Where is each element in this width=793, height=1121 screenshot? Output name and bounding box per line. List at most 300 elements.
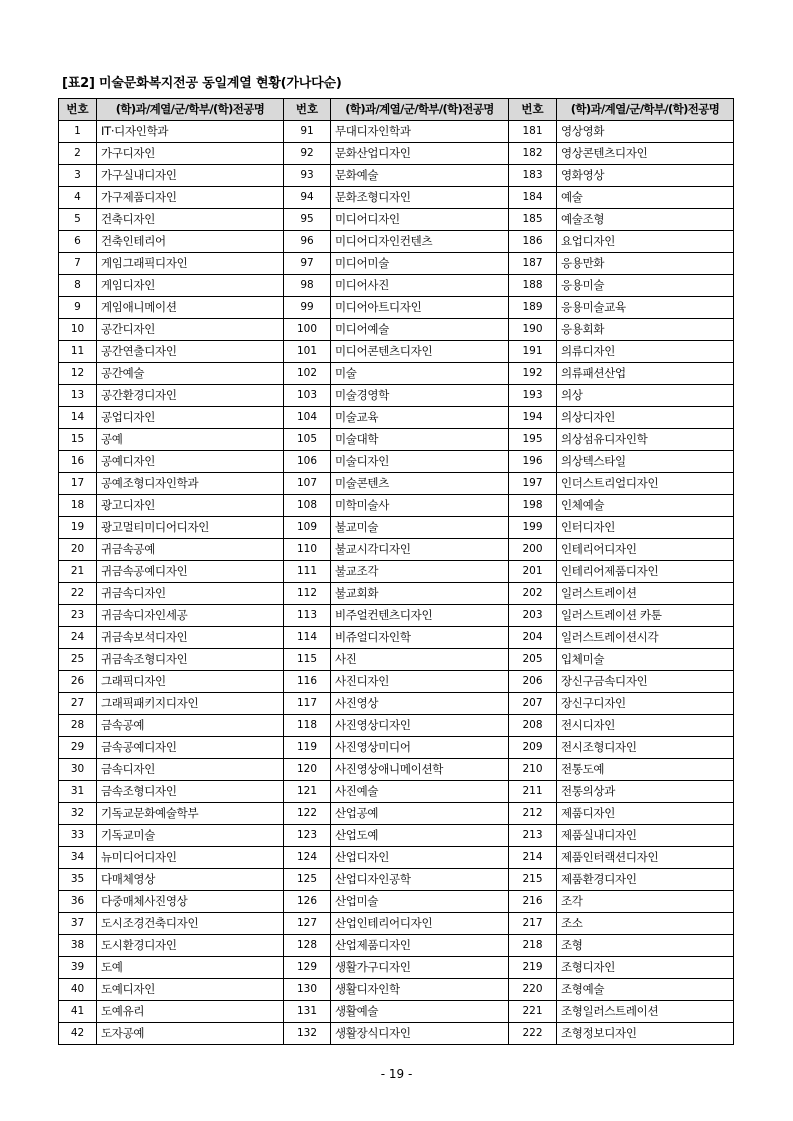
row-number-cell: 113 — [284, 605, 331, 627]
major-name-cell: 제품환경디자인 — [557, 869, 734, 891]
row-number-cell: 11 — [59, 341, 97, 363]
row-number-cell: 197 — [509, 473, 557, 495]
major-name-cell: 미술콘텐츠 — [331, 473, 509, 495]
major-name-cell: 다중매체사진영상 — [97, 891, 284, 913]
row-number-cell: 221 — [509, 1001, 557, 1023]
row-number-cell: 220 — [509, 979, 557, 1001]
row-number-cell: 22 — [59, 583, 97, 605]
row-number-cell: 95 — [284, 209, 331, 231]
major-name-cell: 조각 — [557, 891, 734, 913]
table-row — [59, 1001, 734, 1023]
major-name-cell: 일러스트레이션 — [557, 583, 734, 605]
row-number-cell: 181 — [509, 121, 557, 143]
row-number-cell: 198 — [509, 495, 557, 517]
table-body — [59, 121, 734, 1045]
row-number-cell: 126 — [284, 891, 331, 913]
major-name-cell: 응용미술 — [557, 275, 734, 297]
major-name-cell: 불교회화 — [331, 583, 509, 605]
row-number-cell: 222 — [509, 1023, 557, 1045]
major-name-cell: 게임그래픽디자인 — [97, 253, 284, 275]
table-row — [59, 561, 734, 583]
row-number-cell: 122 — [284, 803, 331, 825]
row-number-cell: 205 — [509, 649, 557, 671]
major-name-cell: 미디어디자인컨텐츠 — [331, 231, 509, 253]
major-name-cell: 문화예술 — [331, 165, 509, 187]
row-number-cell: 17 — [59, 473, 97, 495]
row-number-cell: 102 — [284, 363, 331, 385]
major-name-cell: 금속조형디자인 — [97, 781, 284, 803]
major-name-cell: 일러스트레이션시각 — [557, 627, 734, 649]
table-row — [59, 935, 734, 957]
row-number-cell: 35 — [59, 869, 97, 891]
row-number-cell: 99 — [284, 297, 331, 319]
table-row — [59, 253, 734, 275]
table-row — [59, 913, 734, 935]
table-row — [59, 869, 734, 891]
major-name-cell: 사진영상미디어 — [331, 737, 509, 759]
row-number-cell: 18 — [59, 495, 97, 517]
major-name-cell: 생활디자인학 — [331, 979, 509, 1001]
major-name-cell: 의상텍스타일 — [557, 451, 734, 473]
table-row — [59, 275, 734, 297]
major-name-cell: 공간예술 — [97, 363, 284, 385]
row-number-cell: 208 — [509, 715, 557, 737]
table-row — [59, 957, 734, 979]
major-name-cell: 일러스트레이션 카툰 — [557, 605, 734, 627]
table-row — [59, 187, 734, 209]
major-name-cell: 응용회화 — [557, 319, 734, 341]
major-name-cell: 금속공예디자인 — [97, 737, 284, 759]
row-number-cell: 4 — [59, 187, 97, 209]
row-number-cell: 123 — [284, 825, 331, 847]
row-number-cell: 38 — [59, 935, 97, 957]
major-name-cell: 생활장식디자인 — [331, 1023, 509, 1045]
major-name-cell: 인터디자인 — [557, 517, 734, 539]
table-row — [59, 121, 734, 143]
row-number-cell: 3 — [59, 165, 97, 187]
row-number-cell: 212 — [509, 803, 557, 825]
major-name-cell: 도시환경디자인 — [97, 935, 284, 957]
row-number-cell: 125 — [284, 869, 331, 891]
row-number-cell: 195 — [509, 429, 557, 451]
table-row — [59, 891, 734, 913]
major-name-cell: 전통의상과 — [557, 781, 734, 803]
row-number-cell: 215 — [509, 869, 557, 891]
major-name-cell: 금속공예 — [97, 715, 284, 737]
row-number-cell: 203 — [509, 605, 557, 627]
major-name-cell: 의상디자인 — [557, 407, 734, 429]
table-row — [59, 385, 734, 407]
major-name-cell: 의상 — [557, 385, 734, 407]
major-name-cell: 의류패션산업 — [557, 363, 734, 385]
table-row — [59, 671, 734, 693]
table-row — [59, 143, 734, 165]
row-number-cell: 111 — [284, 561, 331, 583]
row-number-cell: 93 — [284, 165, 331, 187]
row-number-cell: 185 — [509, 209, 557, 231]
major-name-cell: 기독교미술 — [97, 825, 284, 847]
row-number-cell: 23 — [59, 605, 97, 627]
row-number-cell: 40 — [59, 979, 97, 1001]
major-name-cell: 영상콘텐츠디자인 — [557, 143, 734, 165]
row-number-cell: 39 — [59, 957, 97, 979]
table-row — [59, 847, 734, 869]
major-name-cell: 미술대학 — [331, 429, 509, 451]
major-name-cell: 산업제품디자인 — [331, 935, 509, 957]
row-number-cell: 27 — [59, 693, 97, 715]
major-name-cell: 사진예술 — [331, 781, 509, 803]
major-name-cell: 예술 — [557, 187, 734, 209]
table-row — [59, 539, 734, 561]
table-row — [59, 693, 734, 715]
row-number-cell: 15 — [59, 429, 97, 451]
major-name-cell: 공업디자인 — [97, 407, 284, 429]
major-name-cell: 미술교육 — [331, 407, 509, 429]
header-number: 번호 — [509, 99, 557, 121]
major-name-cell: 뉴미디어디자인 — [97, 847, 284, 869]
table-row — [59, 715, 734, 737]
major-name-cell: 산업디자인공학 — [331, 869, 509, 891]
row-number-cell: 16 — [59, 451, 97, 473]
row-number-cell: 130 — [284, 979, 331, 1001]
major-name-cell: 전통도예 — [557, 759, 734, 781]
row-number-cell: 196 — [509, 451, 557, 473]
major-name-cell: 인체예술 — [557, 495, 734, 517]
row-number-cell: 109 — [284, 517, 331, 539]
major-name-cell: 제품인터랙션디자인 — [557, 847, 734, 869]
row-number-cell: 120 — [284, 759, 331, 781]
major-name-cell: 생활가구디자인 — [331, 957, 509, 979]
row-number-cell: 25 — [59, 649, 97, 671]
table-row — [59, 319, 734, 341]
major-name-cell: 미술 — [331, 363, 509, 385]
table-row — [59, 297, 734, 319]
table-row — [59, 803, 734, 825]
row-number-cell: 206 — [509, 671, 557, 693]
row-number-cell: 42 — [59, 1023, 97, 1045]
major-name-cell: 비주얼컨텐츠디자인 — [331, 605, 509, 627]
row-number-cell: 34 — [59, 847, 97, 869]
major-name-cell: 제품디자인 — [557, 803, 734, 825]
row-number-cell: 28 — [59, 715, 97, 737]
major-name-cell: 미술디자인 — [331, 451, 509, 473]
table-row — [59, 605, 734, 627]
row-number-cell: 108 — [284, 495, 331, 517]
row-number-cell: 184 — [509, 187, 557, 209]
major-name-cell: 가구실내디자인 — [97, 165, 284, 187]
major-name-cell: 기독교문화예술학부 — [97, 803, 284, 825]
major-name-cell: 영화영상 — [557, 165, 734, 187]
major-name-cell: 공간연출디자인 — [97, 341, 284, 363]
major-name-cell: 도예 — [97, 957, 284, 979]
major-name-cell: 조형 — [557, 935, 734, 957]
header-name: (학)과/계열/군/학부/(학)전공명 — [557, 99, 734, 121]
row-number-cell: 26 — [59, 671, 97, 693]
row-number-cell: 8 — [59, 275, 97, 297]
table-row — [59, 1023, 734, 1045]
major-name-cell: 영상영화 — [557, 121, 734, 143]
major-name-cell: 산업미술 — [331, 891, 509, 913]
major-name-cell: 문화산업디자인 — [331, 143, 509, 165]
table-caption: [표2] 미술문화복지전공 동일계열 현황(가나다순) — [62, 76, 342, 91]
header-name: (학)과/계열/군/학부/(학)전공명 — [331, 99, 509, 121]
row-number-cell: 116 — [284, 671, 331, 693]
row-number-cell: 218 — [509, 935, 557, 957]
table-row — [59, 231, 734, 253]
major-name-cell: 응용만화 — [557, 253, 734, 275]
major-name-cell: 귀금속공예디자인 — [97, 561, 284, 583]
major-name-cell: 공예 — [97, 429, 284, 451]
major-name-cell: 조형일러스트레이션 — [557, 1001, 734, 1023]
major-name-cell: 조소 — [557, 913, 734, 935]
major-name-cell: 공예디자인 — [97, 451, 284, 473]
row-number-cell: 213 — [509, 825, 557, 847]
row-number-cell: 201 — [509, 561, 557, 583]
row-number-cell: 104 — [284, 407, 331, 429]
major-name-cell: 귀금속보석디자인 — [97, 627, 284, 649]
major-name-cell: IT·디자인학과 — [97, 121, 284, 143]
table-row — [59, 407, 734, 429]
row-number-cell: 101 — [284, 341, 331, 363]
major-name-cell: 문화조형디자인 — [331, 187, 509, 209]
row-number-cell: 92 — [284, 143, 331, 165]
row-number-cell: 202 — [509, 583, 557, 605]
row-number-cell: 30 — [59, 759, 97, 781]
row-number-cell: 131 — [284, 1001, 331, 1023]
table-row — [59, 517, 734, 539]
major-name-cell: 미디어콘텐츠디자인 — [331, 341, 509, 363]
major-name-cell: 금속디자인 — [97, 759, 284, 781]
header-number: 번호 — [284, 99, 331, 121]
major-name-cell: 무대디자인학과 — [331, 121, 509, 143]
row-number-cell: 124 — [284, 847, 331, 869]
row-number-cell: 19 — [59, 517, 97, 539]
major-name-cell: 광고디자인 — [97, 495, 284, 517]
table-row — [59, 649, 734, 671]
row-number-cell: 188 — [509, 275, 557, 297]
row-number-cell: 20 — [59, 539, 97, 561]
row-number-cell: 5 — [59, 209, 97, 231]
row-number-cell: 32 — [59, 803, 97, 825]
table-row — [59, 583, 734, 605]
table-row — [59, 363, 734, 385]
major-name-cell: 산업디자인 — [331, 847, 509, 869]
row-number-cell: 194 — [509, 407, 557, 429]
major-name-cell: 불교조각 — [331, 561, 509, 583]
major-name-cell: 미학미술사 — [331, 495, 509, 517]
major-name-cell: 장신구디자인 — [557, 693, 734, 715]
row-number-cell: 31 — [59, 781, 97, 803]
major-name-cell: 의류디자인 — [557, 341, 734, 363]
table-row — [59, 451, 734, 473]
row-number-cell: 14 — [59, 407, 97, 429]
row-number-cell: 107 — [284, 473, 331, 495]
row-number-cell: 132 — [284, 1023, 331, 1045]
major-name-cell: 광고멀티미디어디자인 — [97, 517, 284, 539]
major-name-cell: 산업도예 — [331, 825, 509, 847]
row-number-cell: 96 — [284, 231, 331, 253]
row-number-cell: 121 — [284, 781, 331, 803]
major-name-cell: 게임디자인 — [97, 275, 284, 297]
major-name-cell: 미디어아트디자인 — [331, 297, 509, 319]
table-row — [59, 627, 734, 649]
major-name-cell: 인테리어디자인 — [557, 539, 734, 561]
major-name-cell: 귀금속디자인 — [97, 583, 284, 605]
table-row — [59, 473, 734, 495]
major-name-cell: 불교미술 — [331, 517, 509, 539]
row-number-cell: 7 — [59, 253, 97, 275]
row-number-cell: 127 — [284, 913, 331, 935]
row-number-cell: 97 — [284, 253, 331, 275]
row-number-cell: 189 — [509, 297, 557, 319]
major-name-cell: 공간디자인 — [97, 319, 284, 341]
major-name-cell: 미술경영학 — [331, 385, 509, 407]
table-row — [59, 759, 734, 781]
table-row — [59, 341, 734, 363]
major-name-cell: 도예유리 — [97, 1001, 284, 1023]
major-name-cell: 산업인테리어디자인 — [331, 913, 509, 935]
row-number-cell: 204 — [509, 627, 557, 649]
major-name-cell: 조형디자인 — [557, 957, 734, 979]
row-number-cell: 219 — [509, 957, 557, 979]
row-number-cell: 10 — [59, 319, 97, 341]
row-number-cell: 98 — [284, 275, 331, 297]
row-number-cell: 118 — [284, 715, 331, 737]
row-number-cell: 182 — [509, 143, 557, 165]
major-name-cell: 응용미술교육 — [557, 297, 734, 319]
major-name-cell: 다매체영상 — [97, 869, 284, 891]
major-listing-table — [58, 98, 734, 1045]
row-number-cell: 41 — [59, 1001, 97, 1023]
major-name-cell: 사진영상디자인 — [331, 715, 509, 737]
major-name-cell: 귀금속공예 — [97, 539, 284, 561]
row-number-cell: 216 — [509, 891, 557, 913]
major-name-cell: 조형예술 — [557, 979, 734, 1001]
row-number-cell: 21 — [59, 561, 97, 583]
row-number-cell: 199 — [509, 517, 557, 539]
row-number-cell: 106 — [284, 451, 331, 473]
table-row — [59, 781, 734, 803]
row-number-cell: 193 — [509, 385, 557, 407]
major-name-cell: 도예디자인 — [97, 979, 284, 1001]
row-number-cell: 29 — [59, 737, 97, 759]
major-name-cell: 전시조형디자인 — [557, 737, 734, 759]
table-row — [59, 495, 734, 517]
row-number-cell: 1 — [59, 121, 97, 143]
major-name-cell: 불교시각디자인 — [331, 539, 509, 561]
major-name-cell: 산업공예 — [331, 803, 509, 825]
major-name-cell: 미디어디자인 — [331, 209, 509, 231]
row-number-cell: 117 — [284, 693, 331, 715]
row-number-cell: 110 — [284, 539, 331, 561]
major-name-cell: 귀금속디자인세공 — [97, 605, 284, 627]
row-number-cell: 119 — [284, 737, 331, 759]
major-name-cell: 사진 — [331, 649, 509, 671]
major-name-cell: 건축인테리어 — [97, 231, 284, 253]
major-name-cell: 사진영상 — [331, 693, 509, 715]
major-name-cell: 입체미술 — [557, 649, 734, 671]
row-number-cell: 24 — [59, 627, 97, 649]
page-number: - 19 - — [380, 1067, 413, 1081]
row-number-cell: 200 — [509, 539, 557, 561]
major-name-cell: 인테리어제품디자인 — [557, 561, 734, 583]
major-name-cell: 공예조형디자인학과 — [97, 473, 284, 495]
major-name-cell: 미디어미술 — [331, 253, 509, 275]
table-row — [59, 737, 734, 759]
row-number-cell: 112 — [284, 583, 331, 605]
row-number-cell: 217 — [509, 913, 557, 935]
row-number-cell: 37 — [59, 913, 97, 935]
major-name-cell: 가구제품디자인 — [97, 187, 284, 209]
table-row — [59, 209, 734, 231]
row-number-cell: 115 — [284, 649, 331, 671]
row-number-cell: 191 — [509, 341, 557, 363]
row-number-cell: 105 — [284, 429, 331, 451]
row-number-cell: 128 — [284, 935, 331, 957]
row-number-cell: 36 — [59, 891, 97, 913]
major-name-cell: 건축디자인 — [97, 209, 284, 231]
header-number: 번호 — [59, 99, 97, 121]
row-number-cell: 192 — [509, 363, 557, 385]
major-name-cell: 공간환경디자인 — [97, 385, 284, 407]
major-name-cell: 귀금속조형디자인 — [97, 649, 284, 671]
row-number-cell: 210 — [509, 759, 557, 781]
row-number-cell: 9 — [59, 297, 97, 319]
major-name-cell: 가구디자인 — [97, 143, 284, 165]
major-name-cell: 도자공예 — [97, 1023, 284, 1045]
row-number-cell: 33 — [59, 825, 97, 847]
table-row — [59, 825, 734, 847]
major-name-cell: 장신구금속디자인 — [557, 671, 734, 693]
row-number-cell: 187 — [509, 253, 557, 275]
table-row — [59, 429, 734, 451]
row-number-cell: 207 — [509, 693, 557, 715]
row-number-cell: 6 — [59, 231, 97, 253]
major-name-cell: 예술조형 — [557, 209, 734, 231]
major-name-cell: 미디어사진 — [331, 275, 509, 297]
major-name-cell: 그래픽패키지디자인 — [97, 693, 284, 715]
row-number-cell: 129 — [284, 957, 331, 979]
major-name-cell: 전시디자인 — [557, 715, 734, 737]
major-name-cell: 게임애니메이션 — [97, 297, 284, 319]
major-name-cell: 조형정보디자인 — [557, 1023, 734, 1045]
major-name-cell: 의상섬유디자인학 — [557, 429, 734, 451]
row-number-cell: 2 — [59, 143, 97, 165]
major-name-cell: 요업디자인 — [557, 231, 734, 253]
major-name-cell: 사진디자인 — [331, 671, 509, 693]
table-row — [59, 979, 734, 1001]
row-number-cell: 214 — [509, 847, 557, 869]
row-number-cell: 186 — [509, 231, 557, 253]
row-number-cell: 100 — [284, 319, 331, 341]
row-number-cell: 211 — [509, 781, 557, 803]
major-name-cell: 미디어예술 — [331, 319, 509, 341]
row-number-cell: 209 — [509, 737, 557, 759]
major-name-cell: 도시조경건축디자인 — [97, 913, 284, 935]
major-name-cell: 제품실내디자인 — [557, 825, 734, 847]
table-row — [59, 165, 734, 187]
header-name: (학)과/계열/군/학부/(학)전공명 — [97, 99, 284, 121]
row-number-cell: 12 — [59, 363, 97, 385]
table-header-row — [59, 99, 734, 121]
row-number-cell: 91 — [284, 121, 331, 143]
row-number-cell: 13 — [59, 385, 97, 407]
major-name-cell: 사진영상애니메이션학 — [331, 759, 509, 781]
major-name-cell: 그래픽디자인 — [97, 671, 284, 693]
row-number-cell: 103 — [284, 385, 331, 407]
row-number-cell: 183 — [509, 165, 557, 187]
row-number-cell: 114 — [284, 627, 331, 649]
